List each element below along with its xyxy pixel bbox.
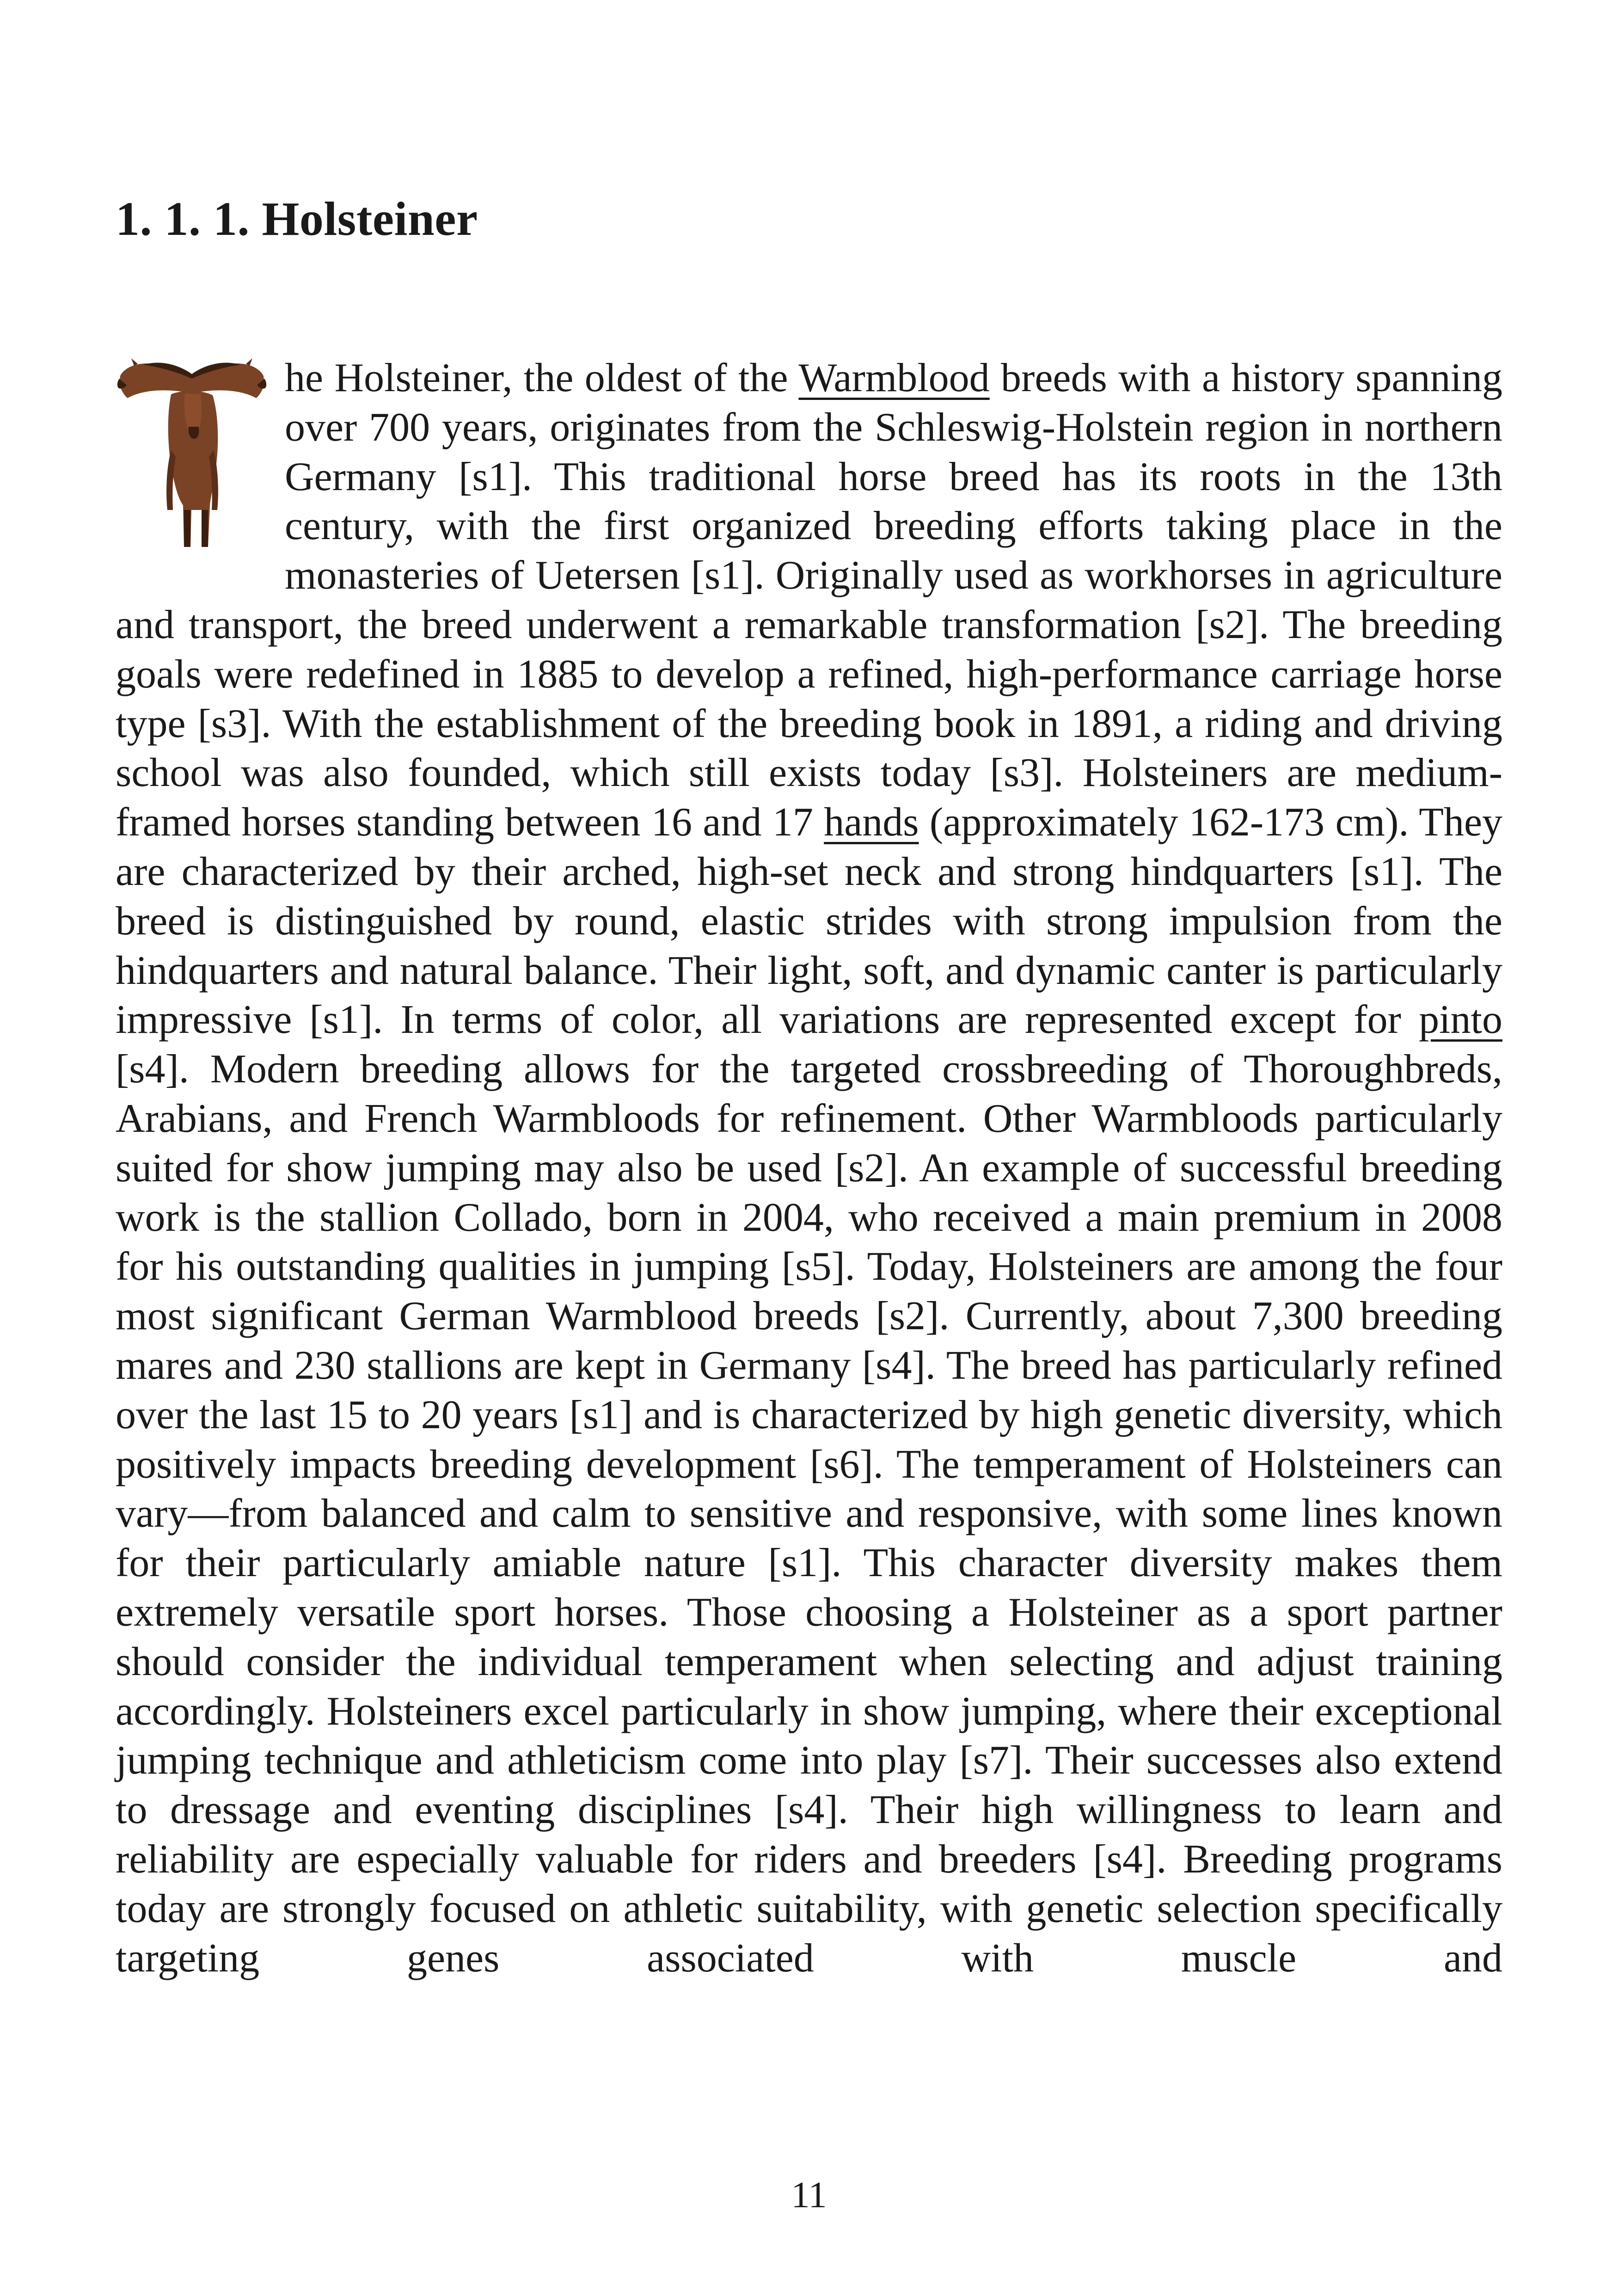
paragraph-text-4: [s4]. Modern breeding allows for the targeted crossbreeding of Thoroughbreds, Arabians, and French Warmbloods for refinement. Other Warmbloods particularly suited for show jumping may also be used [s2]. An example of successful breeding work is the stallion Collado, born in 2004, who received a main premium in 2008 for his outstanding qualities in jumping [s5]. Today, Holsteiners are among the four most significant German Warmblood breeds [s2]. Currently, about 7,300 breeding mares and 230 stallions are kept in Germany [s4]. The breed has particularly refined over the last 15 to 20 years [s1] and is characterized by high genetic diversity, which positively impacts breeding development [s6]. The temperament of Holsteiners can vary—from balanced and calm to sensitive and responsive, with some lines known for their particularly amiable nature [s1]. This character diversity makes them extremely versatile sport horses. Those choosing a Holsteiner as a sport partner should consider the individual temperament when selecting and adjust training accordingly. Holsteiners excel particularly in show jumping, where their exceptional jumping technique and athleticism come into play [s7]. Their successes also extend to dressage and eventing disciplines [s4]. Their high willingness to learn and reliability are especially valuable for riders and breeders [s4]. Breeding programs today are strongly focused on athletic suitability, with genetic selection specifically targeting genes associated with muscle and [116,1047,1502,1981]
paragraph-text-1: he Holsteiner, the oldest of the [285,356,799,400]
page-number: 11 [791,2175,827,2216]
section-heading: 1. 1. 1. Holsteiner [116,192,478,246]
hands-link[interactable]: hands [824,800,919,845]
paragraph-text-2: breeds with a history spanning over 700 years, originates from the Schleswig-Holstein region in northern Germany [s1]. This traditional horse breed has its roots in the 13th century, with the first organized breeding efforts taking place in the monasteries of Uetersen [s1]. Originally used as workhorses in agriculture and transport, the breed underwent a remarkable transformation [s2]. The breeding goals were redefined in 1885 to develop a refined, high-performance carriage horse type [s3]. With the establishment of the breeding book in 1891, a riding and driving school was also founded, which still exists today [s3]. Holsteiners are medium-framed horses standing between 16 and 17 [116,356,1502,845]
warmblood-link[interactable]: Warmblood [798,356,990,400]
body-paragraph [116,354,1502,1983]
pinto-link[interactable]: pinto [1419,997,1502,1043]
paragraph-text-3: (approximately 162-173 cm). They are characterized by their arched, high-set neck and strong hindquarters [s1]. The breed is distinguished by round, elastic strides with strong impulsion from the hindquarters and natural balance. Their light, soft, and dynamic canter is particularly impressive [s1]. In terms of color, all variations are represented except for [116,800,1502,1043]
horse-dropcap-icon [116,357,268,552]
